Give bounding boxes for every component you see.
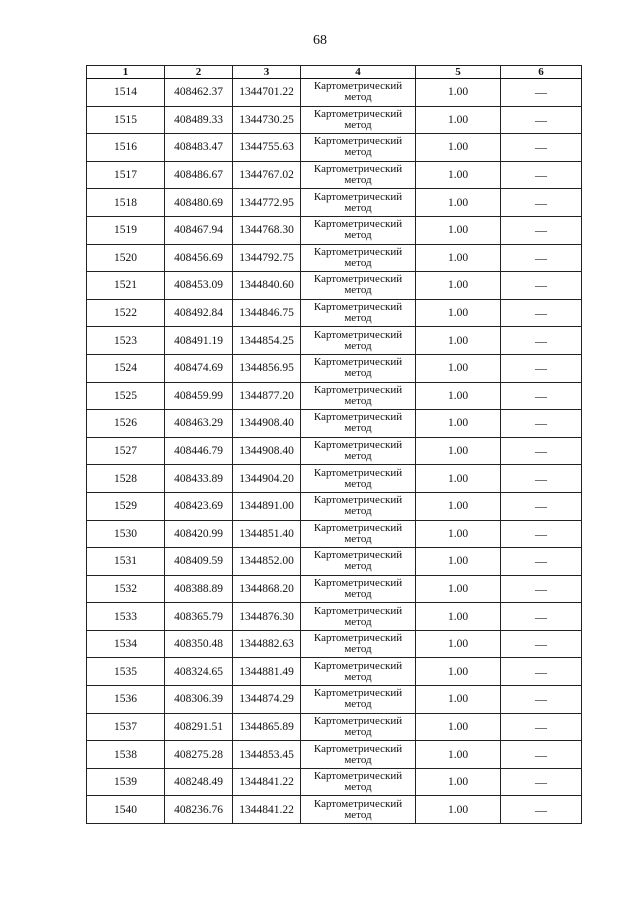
y-coordinate-cell: 1344730.25 <box>233 106 301 134</box>
table-row <box>87 244 582 272</box>
point-number-cell: 1528 <box>87 465 165 493</box>
x-coordinate-cell: 408409.59 <box>165 548 233 576</box>
method-cell <box>301 134 416 162</box>
accuracy-cell: 1.00 <box>416 189 501 217</box>
y-coordinate-cell: 1344768.30 <box>233 216 301 244</box>
method-line: Картометрический <box>313 273 403 286</box>
method-line: Картометрический <box>313 770 403 783</box>
accuracy-cell: 1.00 <box>416 492 501 520</box>
y-coordinate-cell: 1344701.22 <box>233 79 301 107</box>
method-cell <box>301 575 416 603</box>
method-line: метод <box>344 643 372 656</box>
method-cell <box>301 299 416 327</box>
note-cell: — <box>501 134 582 162</box>
point-number-cell: 1527 <box>87 437 165 465</box>
accuracy-cell: 1.00 <box>416 354 501 382</box>
y-coordinate-cell: 1344840.60 <box>233 272 301 300</box>
table-row <box>87 686 582 714</box>
table-row <box>87 548 582 576</box>
x-coordinate-cell: 408388.89 <box>165 575 233 603</box>
method-cell <box>301 686 416 714</box>
table-row <box>87 630 582 658</box>
method-line: Картометрический <box>313 687 403 700</box>
method-line: метод <box>344 587 372 600</box>
method-line: метод <box>344 201 372 214</box>
accuracy-cell: 1.00 <box>416 686 501 714</box>
method-line: Картометрический <box>313 742 403 755</box>
method-line: Картометрический <box>313 218 403 231</box>
point-number-cell: 1526 <box>87 410 165 438</box>
method-line: метод <box>344 284 372 297</box>
table-row <box>87 713 582 741</box>
method-cell <box>301 189 416 217</box>
method-line: Картометрический <box>313 107 403 120</box>
y-coordinate-cell: 1344856.95 <box>233 354 301 382</box>
y-coordinate-cell: 1344868.20 <box>233 575 301 603</box>
accuracy-cell: 1.00 <box>416 741 501 769</box>
method-cell <box>301 410 416 438</box>
table-row <box>87 658 582 686</box>
point-number-cell: 1525 <box>87 382 165 410</box>
point-number-cell: 1535 <box>87 658 165 686</box>
note-cell: — <box>501 492 582 520</box>
method-line: Картометрический <box>313 521 403 534</box>
table-row <box>87 106 582 134</box>
y-coordinate-cell: 1344853.45 <box>233 741 301 769</box>
method-line: метод <box>344 781 372 794</box>
table-row <box>87 272 582 300</box>
table-row <box>87 410 582 438</box>
point-number-cell: 1538 <box>87 741 165 769</box>
method-cell <box>301 354 416 382</box>
method-line: Картометрический <box>313 328 403 341</box>
column-header: 2 <box>165 66 233 79</box>
note-cell: — <box>501 686 582 714</box>
x-coordinate-cell: 408420.99 <box>165 520 233 548</box>
accuracy-cell: 1.00 <box>416 548 501 576</box>
accuracy-cell: 1.00 <box>416 244 501 272</box>
method-line: Картометрический <box>313 604 403 617</box>
method-line: метод <box>344 670 372 683</box>
note-cell: — <box>501 658 582 686</box>
method-line: Картометрический <box>313 632 403 645</box>
y-coordinate-cell: 1344882.63 <box>233 630 301 658</box>
point-number-cell: 1515 <box>87 106 165 134</box>
column-header: 5 <box>416 66 501 79</box>
method-line: Картометрический <box>313 549 403 562</box>
note-cell: — <box>501 603 582 631</box>
method-cell <box>301 520 416 548</box>
method-line: Картометрический <box>313 190 403 203</box>
x-coordinate-cell: 408456.69 <box>165 244 233 272</box>
method-cell <box>301 161 416 189</box>
method-cell <box>301 79 416 107</box>
y-coordinate-cell: 1344841.22 <box>233 768 301 796</box>
accuracy-cell: 1.00 <box>416 768 501 796</box>
note-cell: — <box>501 465 582 493</box>
method-cell <box>301 768 416 796</box>
method-line: Картометрический <box>313 659 403 672</box>
x-coordinate-cell: 408486.67 <box>165 161 233 189</box>
method-line: метод <box>344 118 372 131</box>
y-coordinate-cell: 1344904.20 <box>233 465 301 493</box>
x-coordinate-cell: 408236.76 <box>165 796 233 824</box>
point-number-cell: 1532 <box>87 575 165 603</box>
method-line: Картометрический <box>313 576 403 589</box>
note-cell: — <box>501 216 582 244</box>
note-cell: — <box>501 548 582 576</box>
method-cell <box>301 548 416 576</box>
method-line: Картометрический <box>313 301 403 314</box>
table-row <box>87 520 582 548</box>
x-coordinate-cell: 408291.51 <box>165 713 233 741</box>
table-row <box>87 437 582 465</box>
column-header: 3 <box>233 66 301 79</box>
y-coordinate-cell: 1344874.29 <box>233 686 301 714</box>
x-coordinate-cell: 408306.39 <box>165 686 233 714</box>
accuracy-cell: 1.00 <box>416 134 501 162</box>
accuracy-cell: 1.00 <box>416 575 501 603</box>
y-coordinate-cell: 1344865.89 <box>233 713 301 741</box>
x-coordinate-cell: 408459.99 <box>165 382 233 410</box>
y-coordinate-cell: 1344767.02 <box>233 161 301 189</box>
method-line: метод <box>344 560 372 573</box>
note-cell: — <box>501 796 582 824</box>
coordinates-table <box>86 65 582 824</box>
table-row <box>87 768 582 796</box>
point-number-cell: 1523 <box>87 327 165 355</box>
x-coordinate-cell: 408350.48 <box>165 630 233 658</box>
table-row <box>87 603 582 631</box>
method-line: метод <box>344 532 372 545</box>
method-line: метод <box>344 808 372 821</box>
accuracy-cell: 1.00 <box>416 216 501 244</box>
table-row <box>87 134 582 162</box>
method-line: метод <box>344 698 372 711</box>
note-cell: — <box>501 520 582 548</box>
method-cell <box>301 796 416 824</box>
note-cell: — <box>501 272 582 300</box>
accuracy-cell: 1.00 <box>416 630 501 658</box>
point-number-cell: 1514 <box>87 79 165 107</box>
point-number-cell: 1520 <box>87 244 165 272</box>
y-coordinate-cell: 1344908.40 <box>233 437 301 465</box>
accuracy-cell: 1.00 <box>416 272 501 300</box>
page-number: 68 <box>313 33 327 48</box>
method-line: Картометрический <box>313 383 403 396</box>
x-coordinate-cell: 408453.09 <box>165 272 233 300</box>
x-coordinate-cell: 408446.79 <box>165 437 233 465</box>
table-row <box>87 575 582 603</box>
y-coordinate-cell: 1344852.00 <box>233 548 301 576</box>
point-number-cell: 1519 <box>87 216 165 244</box>
note-cell: — <box>501 741 582 769</box>
table-header-row <box>87 66 582 79</box>
accuracy-cell: 1.00 <box>416 299 501 327</box>
table-row <box>87 382 582 410</box>
accuracy-cell: 1.00 <box>416 106 501 134</box>
accuracy-cell: 1.00 <box>416 327 501 355</box>
method-line: метод <box>344 146 372 159</box>
x-coordinate-cell: 408474.69 <box>165 354 233 382</box>
method-line: метод <box>344 505 372 518</box>
point-number-cell: 1536 <box>87 686 165 714</box>
y-coordinate-cell: 1344891.00 <box>233 492 301 520</box>
accuracy-cell: 1.00 <box>416 79 501 107</box>
method-line: Картометрический <box>313 245 403 258</box>
accuracy-cell: 1.00 <box>416 658 501 686</box>
note-cell: — <box>501 630 582 658</box>
table-row <box>87 161 582 189</box>
method-cell <box>301 106 416 134</box>
y-coordinate-cell: 1344877.20 <box>233 382 301 410</box>
method-cell <box>301 603 416 631</box>
x-coordinate-cell: 408423.69 <box>165 492 233 520</box>
note-cell: — <box>501 575 582 603</box>
y-coordinate-cell: 1344881.49 <box>233 658 301 686</box>
accuracy-cell: 1.00 <box>416 161 501 189</box>
accuracy-cell: 1.00 <box>416 713 501 741</box>
method-cell <box>301 216 416 244</box>
accuracy-cell: 1.00 <box>416 603 501 631</box>
note-cell: — <box>501 713 582 741</box>
point-number-cell: 1530 <box>87 520 165 548</box>
accuracy-cell: 1.00 <box>416 437 501 465</box>
method-line: метод <box>344 339 372 352</box>
y-coordinate-cell: 1344846.75 <box>233 299 301 327</box>
note-cell: — <box>501 189 582 217</box>
table-row <box>87 796 582 824</box>
column-header: 1 <box>87 66 165 79</box>
point-number-cell: 1531 <box>87 548 165 576</box>
accuracy-cell: 1.00 <box>416 382 501 410</box>
note-cell: — <box>501 161 582 189</box>
x-coordinate-cell: 408275.28 <box>165 741 233 769</box>
accuracy-cell: 1.00 <box>416 796 501 824</box>
method-line: метод <box>344 312 372 325</box>
point-number-cell: 1533 <box>87 603 165 631</box>
method-cell <box>301 244 416 272</box>
point-number-cell: 1518 <box>87 189 165 217</box>
table-row <box>87 327 582 355</box>
method-line: Картометрический <box>313 439 403 452</box>
note-cell: — <box>501 768 582 796</box>
y-coordinate-cell: 1344841.22 <box>233 796 301 824</box>
method-line: Картометрический <box>313 356 403 369</box>
method-line: Картометрический <box>313 466 403 479</box>
x-coordinate-cell: 408433.89 <box>165 465 233 493</box>
column-header: 4 <box>301 66 416 79</box>
note-cell: — <box>501 437 582 465</box>
y-coordinate-cell: 1344755.63 <box>233 134 301 162</box>
note-cell: — <box>501 106 582 134</box>
x-coordinate-cell: 408480.69 <box>165 189 233 217</box>
accuracy-cell: 1.00 <box>416 520 501 548</box>
method-cell <box>301 382 416 410</box>
point-number-cell: 1521 <box>87 272 165 300</box>
note-cell: — <box>501 327 582 355</box>
y-coordinate-cell: 1344908.40 <box>233 410 301 438</box>
table-row <box>87 354 582 382</box>
method-cell <box>301 437 416 465</box>
method-cell <box>301 465 416 493</box>
point-number-cell: 1539 <box>87 768 165 796</box>
point-number-cell: 1524 <box>87 354 165 382</box>
method-line: метод <box>344 91 372 104</box>
note-cell: — <box>501 299 582 327</box>
method-line: Картометрический <box>313 135 403 148</box>
y-coordinate-cell: 1344792.75 <box>233 244 301 272</box>
point-number-cell: 1540 <box>87 796 165 824</box>
accuracy-cell: 1.00 <box>416 410 501 438</box>
table-row <box>87 189 582 217</box>
y-coordinate-cell: 1344876.30 <box>233 603 301 631</box>
x-coordinate-cell: 408489.33 <box>165 106 233 134</box>
method-line: метод <box>344 256 372 269</box>
table-row <box>87 299 582 327</box>
point-number-cell: 1516 <box>87 134 165 162</box>
point-number-cell: 1537 <box>87 713 165 741</box>
method-line: метод <box>344 394 372 407</box>
table-row <box>87 741 582 769</box>
note-cell: — <box>501 410 582 438</box>
x-coordinate-cell: 408483.47 <box>165 134 233 162</box>
y-coordinate-cell: 1344854.25 <box>233 327 301 355</box>
note-cell: — <box>501 354 582 382</box>
table-row <box>87 492 582 520</box>
method-line: Картометрический <box>313 797 403 810</box>
method-cell <box>301 272 416 300</box>
note-cell: — <box>501 79 582 107</box>
method-line: Картометрический <box>313 163 403 176</box>
table-row <box>87 465 582 493</box>
method-line: Картометрический <box>313 80 403 93</box>
method-line: метод <box>344 367 372 380</box>
method-line: метод <box>344 615 372 628</box>
y-coordinate-cell: 1344772.95 <box>233 189 301 217</box>
method-cell <box>301 713 416 741</box>
x-coordinate-cell: 408463.29 <box>165 410 233 438</box>
x-coordinate-cell: 408467.94 <box>165 216 233 244</box>
x-coordinate-cell: 408324.65 <box>165 658 233 686</box>
method-cell <box>301 658 416 686</box>
x-coordinate-cell: 408248.49 <box>165 768 233 796</box>
note-cell: — <box>501 244 582 272</box>
column-header: 6 <box>501 66 582 79</box>
table-body <box>87 79 582 824</box>
point-number-cell: 1522 <box>87 299 165 327</box>
accuracy-cell: 1.00 <box>416 465 501 493</box>
method-line: метод <box>344 422 372 435</box>
method-line: метод <box>344 753 372 766</box>
method-line: Картометрический <box>313 714 403 727</box>
x-coordinate-cell: 408492.84 <box>165 299 233 327</box>
method-line: метод <box>344 229 372 242</box>
method-cell <box>301 630 416 658</box>
point-number-cell: 1517 <box>87 161 165 189</box>
x-coordinate-cell: 408462.37 <box>165 79 233 107</box>
x-coordinate-cell: 408491.19 <box>165 327 233 355</box>
method-line: метод <box>344 725 372 738</box>
y-coordinate-cell: 1344851.40 <box>233 520 301 548</box>
point-number-cell: 1529 <box>87 492 165 520</box>
method-cell <box>301 492 416 520</box>
point-number-cell: 1534 <box>87 630 165 658</box>
x-coordinate-cell: 408365.79 <box>165 603 233 631</box>
table-row <box>87 79 582 107</box>
method-line: метод <box>344 477 372 490</box>
method-cell <box>301 327 416 355</box>
method-line: метод <box>344 174 372 187</box>
method-line: метод <box>344 450 372 463</box>
method-line: Картометрический <box>313 411 403 424</box>
method-cell <box>301 741 416 769</box>
note-cell: — <box>501 382 582 410</box>
method-line: Картометрический <box>313 494 403 507</box>
table-row <box>87 216 582 244</box>
